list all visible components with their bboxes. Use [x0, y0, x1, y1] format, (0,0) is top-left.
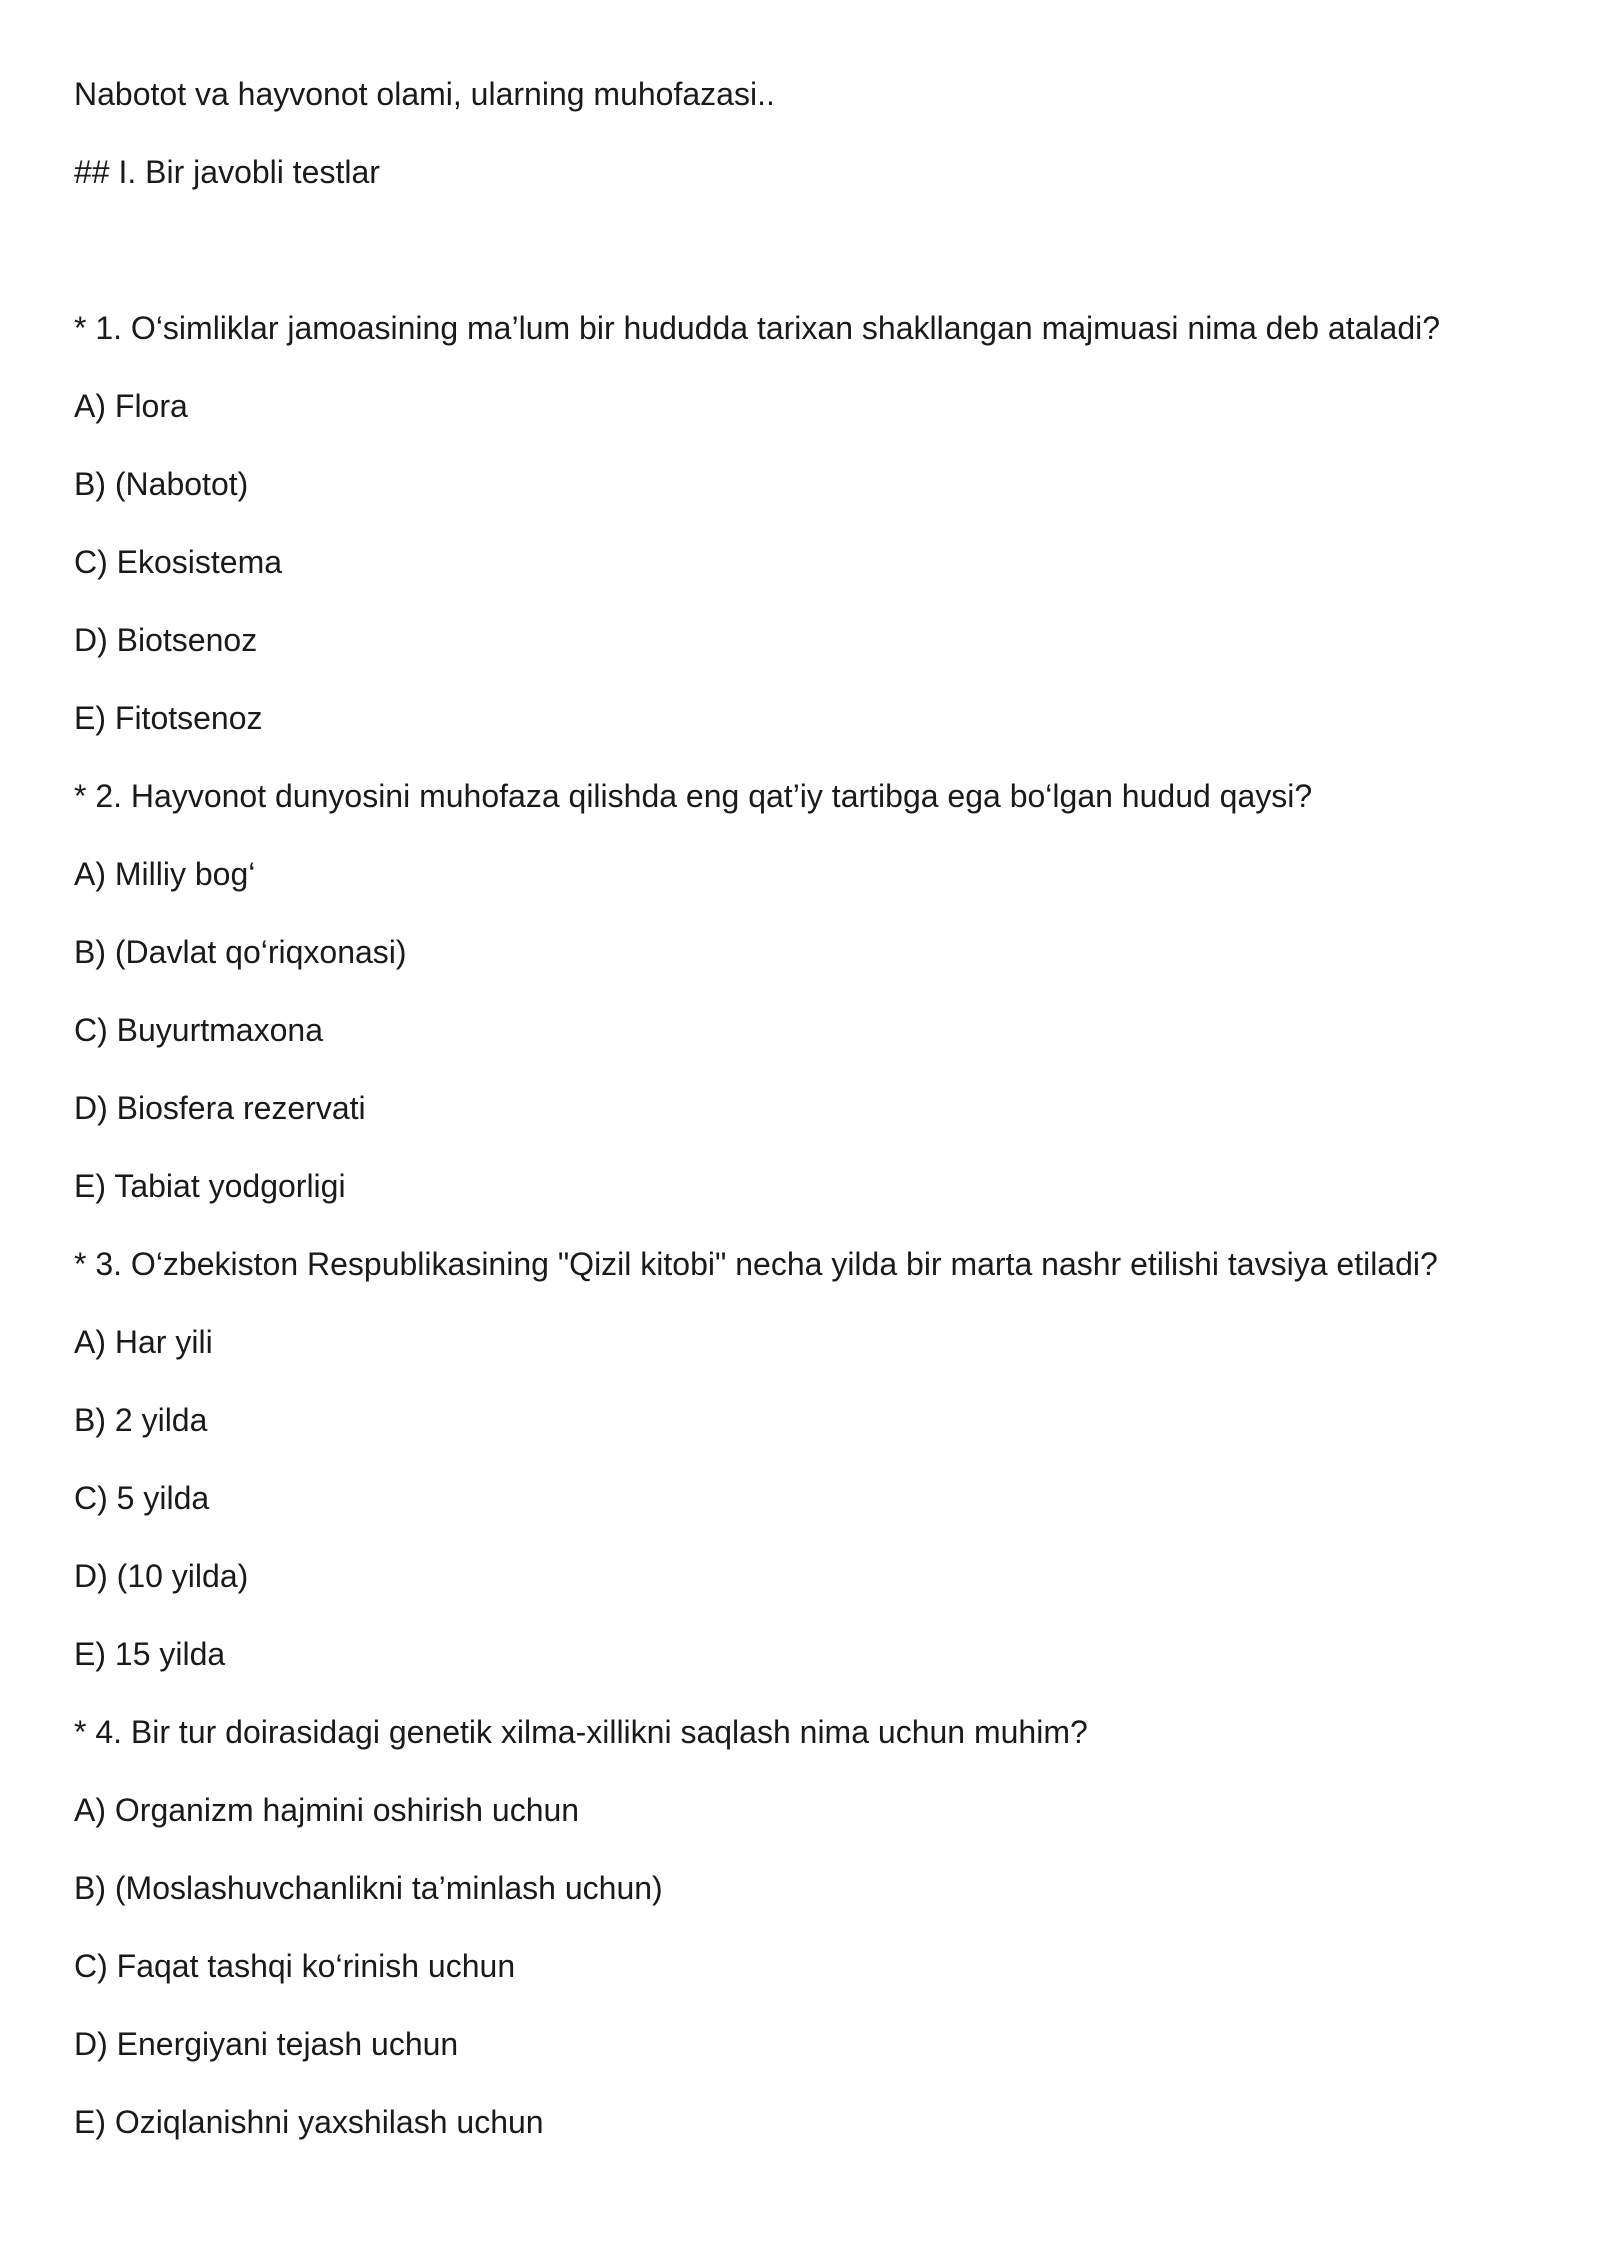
question-4-option-b: B) (Moslashuvchanlikni ta’minlash uchun) — [74, 1870, 663, 1906]
question-1-option-d: D) Biotsenoz — [74, 622, 258, 658]
question-1-option-b: B) (Nabotot) — [74, 466, 249, 502]
question-2-text: * 2. Hayvonot dunyosini muhofaza qilishda eng qat’iy tartibga ega bo‘lgan hudud qaysi? — [74, 778, 1313, 814]
question-2-option-e: E) Tabiat yodgorligi — [74, 1168, 346, 1204]
document-title: Nabotot va hayvonot olami, ularning muhofazasi.. — [74, 76, 775, 112]
question-4-option-d: D) Energiyani tejash uchun — [74, 2026, 459, 2062]
question-1-option-e: E) Fitotsenoz — [74, 700, 263, 736]
question-4-option-e: E) Oziqlanishni yaxshilash uchun — [74, 2104, 544, 2140]
question-4-option-a: A) Organizm hajmini oshirish uchun — [74, 1792, 580, 1828]
question-3-option-b: B) 2 yilda — [74, 1402, 208, 1438]
question-2-option-c: C) Buyurtmaxona — [74, 1012, 323, 1048]
question-2-option-a: A) Milliy bog‘ — [74, 856, 256, 892]
question-1-option-c: C) Ekosistema — [74, 544, 283, 580]
question-3-option-a: A) Har yili — [74, 1324, 213, 1360]
section-heading: ## I. Bir javobli testlar — [74, 154, 380, 190]
question-3-option-d: D) (10 yilda) — [74, 1558, 249, 1594]
question-1-option-a: A) Flora — [74, 388, 188, 424]
question-3-option-e: E) 15 yilda — [74, 1636, 226, 1672]
question-2-option-d: D) Biosfera rezervati — [74, 1090, 366, 1126]
question-3-option-c: C) 5 yilda — [74, 1480, 210, 1516]
question-3-text: * 3. O‘zbekiston Respublikasining "Qizil kitobi" necha yilda bir marta nashr etilishi tavsiya etiladi? — [74, 1246, 1438, 1282]
question-4-option-c: C) Faqat tashqi ko‘rinish uchun — [74, 1948, 516, 1984]
question-2-option-b: B) (Davlat qo‘riqxonasi) — [74, 934, 407, 970]
question-1-text: * 1. O‘simliklar jamoasining ma’lum bir hududda tarixan shakllangan majmuasi nima deb ataladi? — [74, 310, 1441, 346]
question-4-text: * 4. Bir tur doirasidagi genetik xilma-xillikni saqlash nima uchun muhim? — [74, 1714, 1088, 1750]
